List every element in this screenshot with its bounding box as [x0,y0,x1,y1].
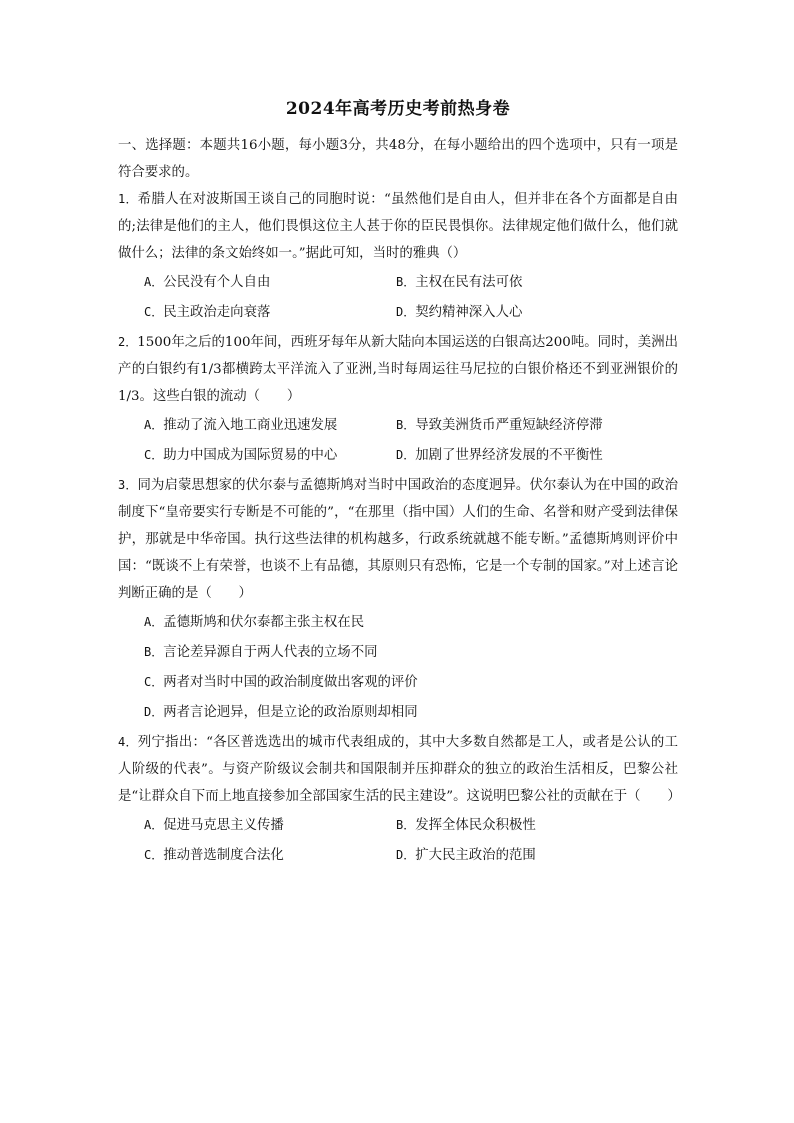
options-row [118,412,678,439]
question-4 [118,729,681,869]
option-b[interactable]: B．导致美洲货币严重短缺经济停滞 [396,418,603,433]
question-number: 4． [118,735,138,749]
section-instructions: 一、选择题：本题共16小题，每小题3分，共48分，在每小题给出的四个选项中，只有一项是符合要求的。 [118,138,678,180]
option-a[interactable]: A．孟德斯鸠和伏尔泰都主张主权在民 [144,615,365,630]
question-stem [118,729,681,810]
option-a[interactable]: A．公民没有个人自由 [144,275,271,290]
options-row [118,442,678,469]
question-text: 同为启蒙思想家的伏尔泰与孟德斯鸠对当时中国政治的态度迥异。伏尔泰认为在中国的政治制度下“皇帝要实行专断是不可能的”，“在那里（指中国）人们的生命、名誉和财产受到法律保护，那就是中华帝国。执行这些法律的机构越多，行政系统就越不能专断。”孟德斯鸠则评价中国：“既谈不上有荣誉，也谈不上有品德，其原则只有恐怖，它是一个专制的国家。”对上述言论判断正确的是（ ） [118,478,678,601]
question-1 [118,186,678,326]
question-number: 3． [118,478,138,492]
option-d[interactable]: D．扩大民主政治的范围 [396,848,536,863]
options-column [118,609,678,726]
question-number: 2． [118,335,138,349]
option-c[interactable]: C．民主政治走向衰落 [144,305,271,320]
option-d[interactable]: D．两者言论迥异，但是立论的政治原则却相同 [144,705,418,720]
exam-page [118,98,681,872]
question-text: 希腊人在对波斯国王谈自己的同胞时说：“虽然他们是自由人，但并非在各个方面都是自由的;法律是他们的主人，他们畏惧这位主人甚于你的臣民畏惧你。法律规定他们做什么，他们就做什么；法律的条文始终如一。”据此可知，当时的雅典（） [118,192,678,261]
exam-title: 2024年高考历史考前热身卷 [285,99,511,119]
options-row [118,812,678,839]
options-row [118,269,678,296]
question-text: 列宁指出：“各区普选选出的城市代表组成的，其中大多数自然都是工人，或者是公认的工人阶级的代表”。与资产阶级议会制共和国限制并压抑群众的独立的政治生活相反，巴黎公社是“让群众自下而上地直接参加全部国家生活的民主建设”。这说明巴黎公社的贡献在于（ ） [118,735,681,804]
question-text: 1500年之后的100年间，西班牙每年从新大陆向本国运送的白银高达200吨。同时，美洲出产的白银约有1/3都横跨太平洋流入了亚洲,当时每周运往马尼拉的白银价格还不到亚洲银价的1/3。这些白银的流动（ ） [118,335,678,404]
question-stem [118,329,678,410]
option-b[interactable]: B．言论差异源自于两人代表的立场不同 [144,645,378,660]
question-2 [118,329,678,469]
option-a[interactable]: A．推动了流入地工商业迅速发展 [144,418,338,433]
question-stem [118,472,678,607]
option-d[interactable]: D．契约精神深入人心 [396,305,523,320]
option-c[interactable]: C．推动普选制度合法化 [144,848,284,863]
question-stem [118,186,678,267]
option-b[interactable]: B．发挥全体民众积极性 [396,818,536,833]
option-c[interactable]: C．两者对当时中国的政治制度做出客观的评价 [144,675,418,690]
option-c[interactable]: C．助力中国成为国际贸易的中心 [144,448,338,463]
option-b[interactable]: B．主权在民有法可依 [396,275,523,290]
options-row [118,842,678,869]
option-a[interactable]: A．促进马克思主义传播 [144,818,284,833]
option-d[interactable]: D．加剧了世界经济发展的不平衡性 [396,448,603,463]
options-row [118,299,678,326]
question-3 [118,472,678,726]
question-number: 1． [118,192,138,206]
